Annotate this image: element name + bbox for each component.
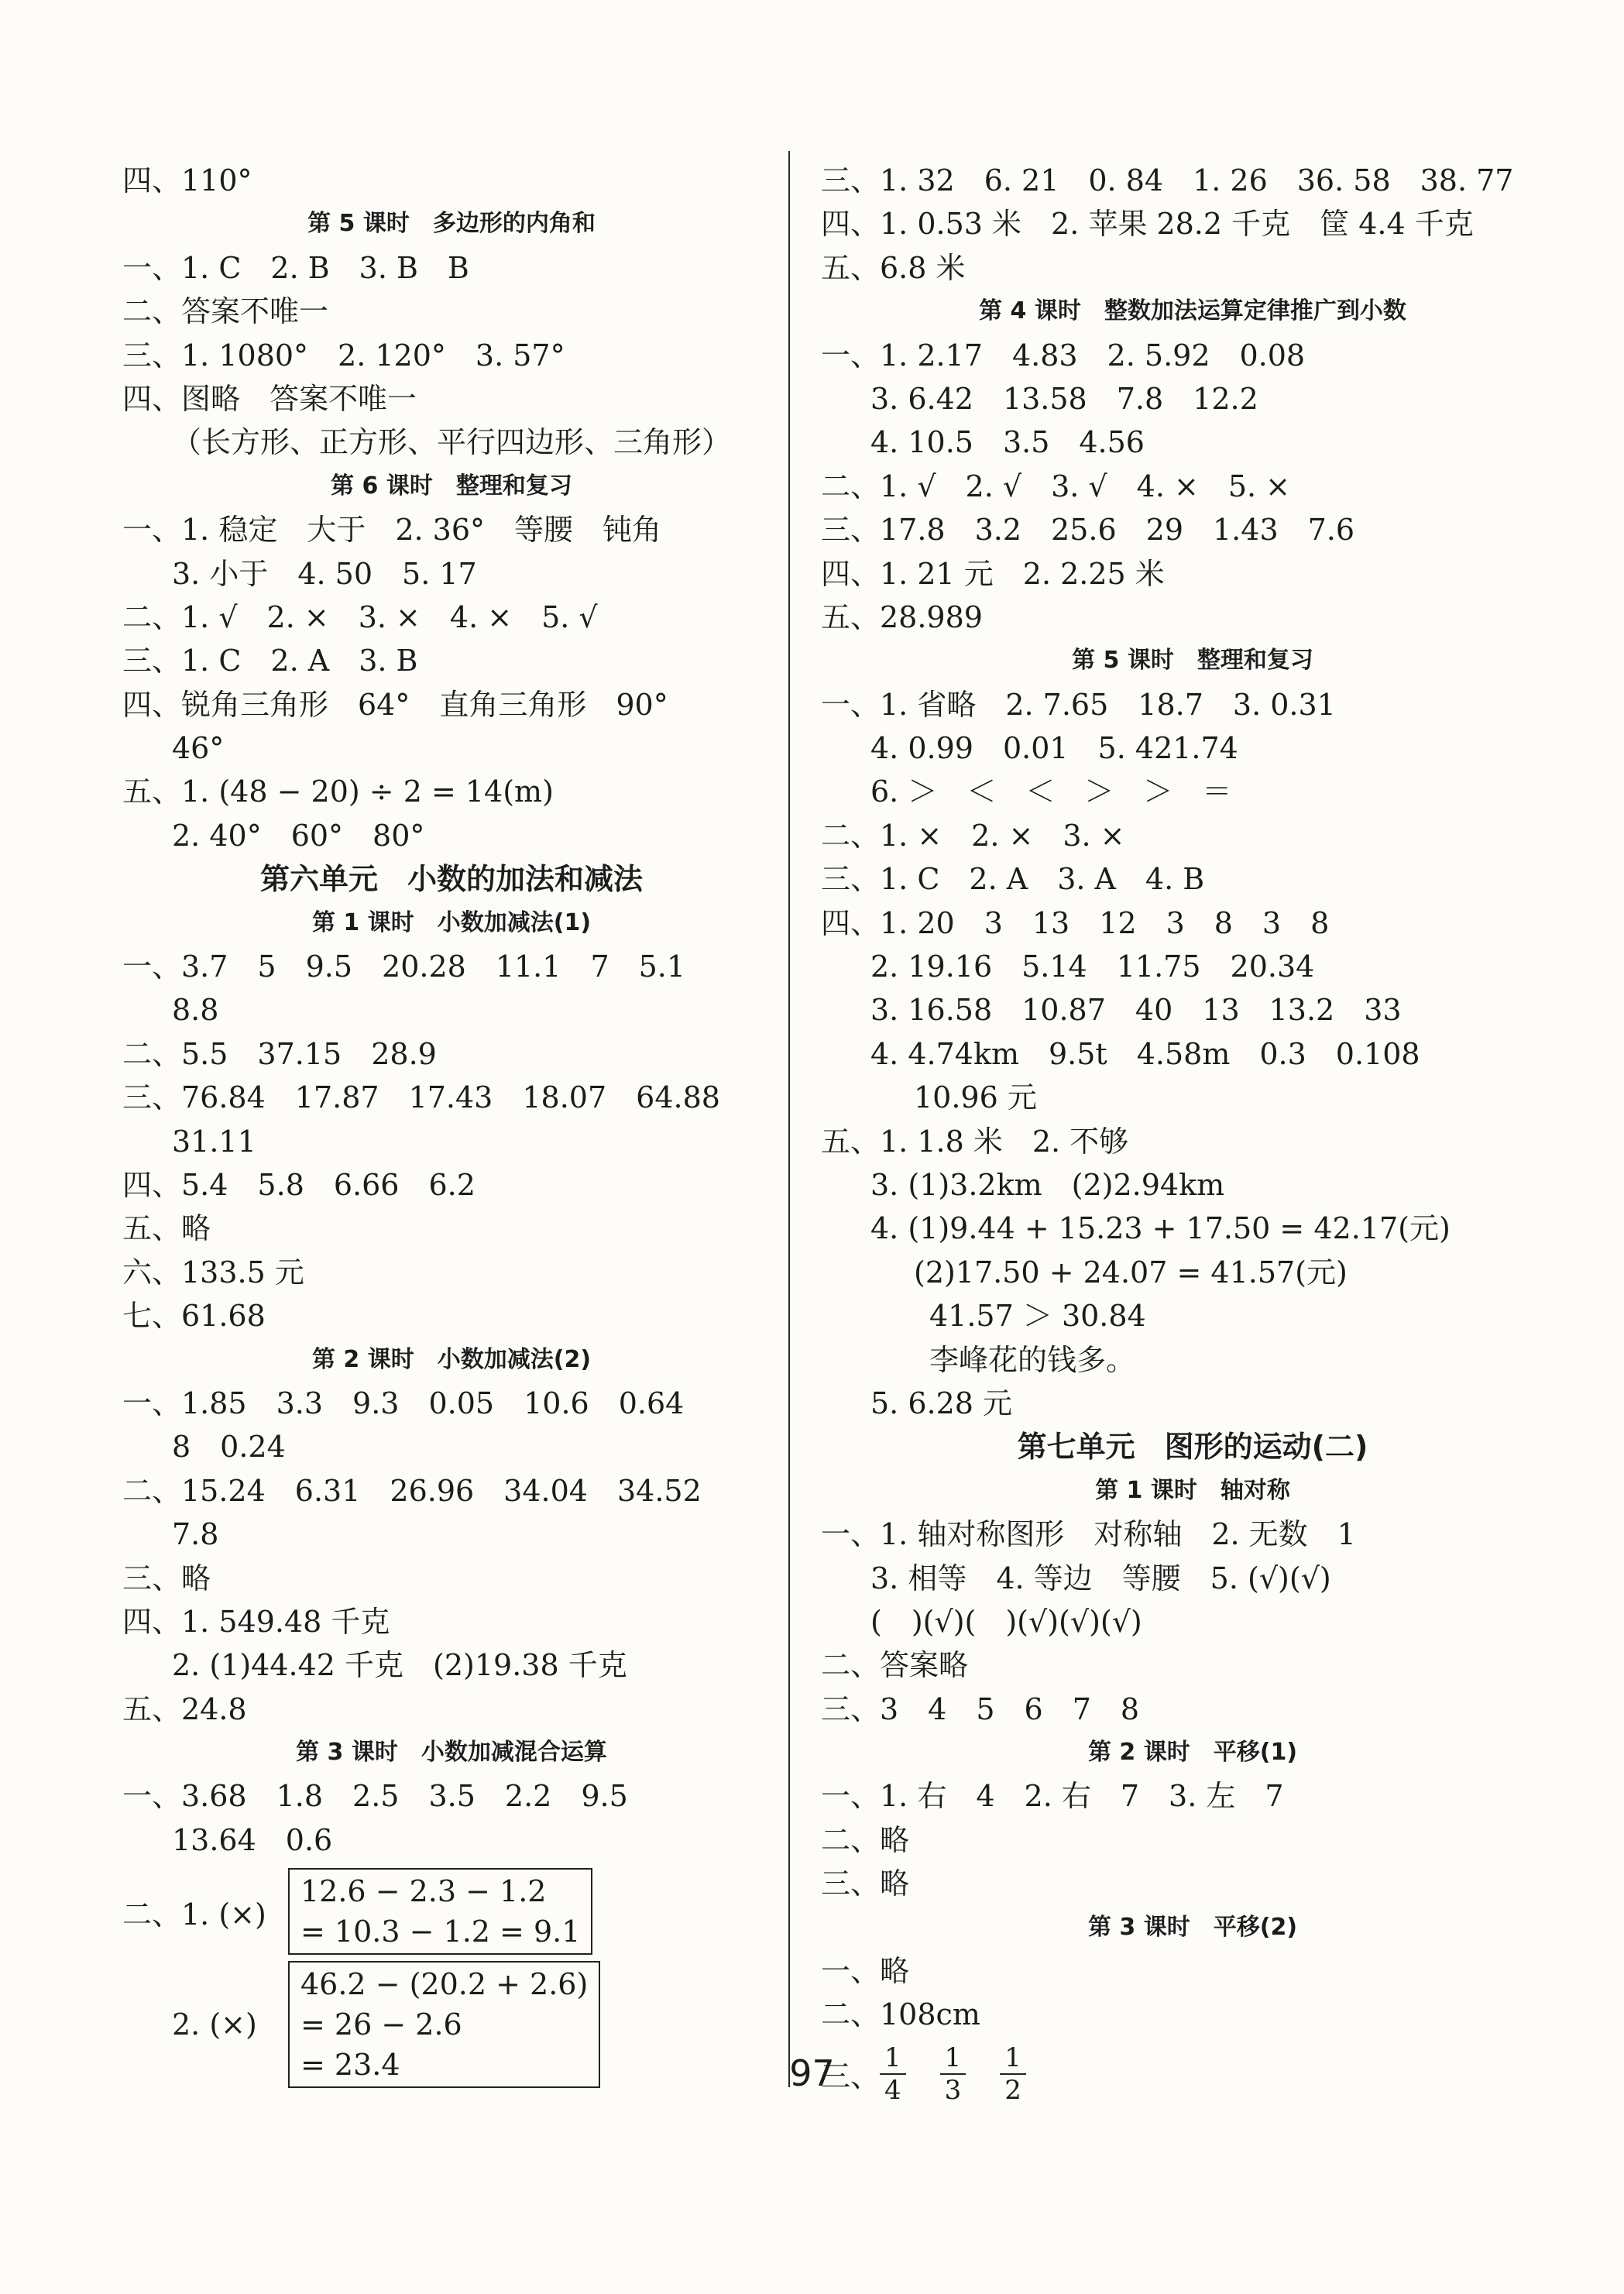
answer-line: 一、1.85 3.3 9.3 0.05 10.6 0.64	[122, 1386, 685, 1420]
correction-box	[288, 1868, 592, 1955]
answer-line: 三、3 4 5 6 7 8	[821, 1691, 1140, 1726]
lesson-title: 第 1 课时 轴对称	[1095, 1476, 1290, 1504]
answer-line: (2)17.50 + 24.07 = 41.57(元)	[914, 1255, 1348, 1290]
answer-line: 8.8	[172, 993, 219, 1028]
fraction-numerator: 1	[880, 2042, 906, 2075]
answer-line: 二、1. √ 2. × 3. × 4. × 5. √	[122, 599, 598, 634]
answer-line: 七、61.68	[122, 1299, 266, 1334]
answer-label: 三、	[821, 2059, 881, 2094]
answer-line: 三、1. C 2. A 3. A 4. B	[821, 862, 1205, 897]
answer-line: 一、1. 2.17 4.83 2. 5.92 0.08	[821, 338, 1306, 373]
answer-line: 四、图略 答案不唯一	[122, 381, 417, 416]
fraction-denominator: 4	[884, 2074, 901, 2106]
answer-line: 6. ＞ ＜ ＜ ＞ ＞ ＝	[870, 774, 1232, 809]
unit-title: 第六单元 小数的加法和减法	[259, 862, 643, 897]
lesson-title: 第 1 课时 小数加减法(1)	[311, 908, 592, 936]
answer-line: 3. 16.58 10.87 40 13 13.2 33	[870, 993, 1402, 1028]
lesson-title: 第 2 课时 小数加减法(2)	[311, 1345, 592, 1373]
fraction-denominator: 3	[944, 2074, 962, 2106]
answer-line: 2. 40° 60° 80°	[172, 818, 425, 853]
answer-line: 3. (1)3.2km (2)2.94km	[870, 1167, 1225, 1202]
right-column	[821, 159, 1564, 2111]
answer-line: （长方形、正方形、平行四边形、三角形）	[172, 425, 732, 460]
fraction-numerator: 1	[940, 2042, 967, 2075]
answer-line: 7.8	[172, 1517, 219, 1552]
unit-title: 第七单元 图形的运动(二)	[1017, 1430, 1368, 1465]
lesson-title: 第 6 课时 整理和复习	[331, 472, 572, 500]
answer-line: 五、6.8 米	[821, 250, 966, 285]
answer-line: 3. 小于 4. 50 5. 17	[172, 556, 477, 591]
correction-row	[122, 1868, 781, 1955]
left-column	[122, 159, 781, 2094]
answer-line: 五、1. 1.8 米 2. 不够	[821, 1124, 1129, 1159]
answer-line: 二、15.24 6.31 26.96 34.04 34.52	[122, 1473, 702, 1508]
answer-line: 三、1. 1080° 2. 120° 3. 57°	[122, 338, 565, 373]
answer-line: 三、17.8 3.2 25.6 29 1.43 7.6	[821, 513, 1355, 548]
answer-line: 一、1. 轴对称图形 对称轴 2. 无数 1	[821, 1517, 1356, 1552]
answer-line: 4. (1)9.44 + 15.23 + 17.50 = 42.17(元)	[870, 1211, 1451, 1246]
answer-line: 3. 相等 4. 等边 等腰 5. (√)(√)	[870, 1561, 1331, 1595]
answer-line: 13.64 0.6	[172, 1822, 333, 1857]
answer-line: 二、1. × 2. × 3. ×	[821, 818, 1125, 853]
answer-line: 4. 0.99 0.01 5. 421.74	[870, 731, 1238, 766]
page-number: 97	[789, 2052, 835, 2094]
column-divider	[788, 151, 790, 2087]
answer-line: 10.96 元	[914, 1080, 1037, 1115]
lesson-title: 第 5 课时 整理和复习	[1072, 647, 1313, 675]
answer-line: 一、略	[821, 1954, 910, 1989]
answer-line: 一、1. 稳定 大于 2. 36° 等腰 钝角	[122, 513, 662, 548]
lesson-title: 第 2 课时 平移(1)	[1087, 1739, 1298, 1767]
correction-line: 46.2 − (20.2 + 2.6)	[300, 1967, 589, 2002]
answer-line: 三、76.84 17.87 17.43 18.07 64.88	[122, 1080, 720, 1115]
answer-line: 8 0.24	[172, 1430, 286, 1465]
answer-line: ( )(√)( )(√)(√)(√)	[870, 1604, 1142, 1639]
fraction-numerator: 1	[1000, 2042, 1026, 2075]
answer-line: 一、3.68 1.8 2.5 3.5 2.2 9.5	[122, 1779, 628, 1814]
answer-line: 5. 6.28 元	[870, 1386, 1013, 1420]
answer-line: 41.57 ＞ 30.84	[929, 1299, 1146, 1334]
answer-line: 二、108cm	[821, 1997, 980, 2032]
answer-line: 一、1. C 2. B 3. B B	[122, 250, 469, 285]
correction-line: 12.6 − 2.3 − 1.2	[300, 1874, 547, 1909]
lesson-title: 第 3 课时 平移(2)	[1087, 1913, 1298, 1941]
answer-line: 五、略	[122, 1211, 211, 1246]
answer-line: 2. (1)44.42 千克 (2)19.38 千克	[172, 1648, 627, 1683]
answer-line: 二、略	[821, 1822, 910, 1857]
answer-line: 三、1. C 2. A 3. B	[122, 644, 418, 678]
correction-line: = 23.4	[300, 2048, 400, 2083]
answer-line: 四、1. 0.53 米 2. 苹果 28.2 千克 筐 4.4 千克	[821, 207, 1474, 242]
correction-line: = 26 − 2.6	[300, 2007, 462, 2042]
answer-line: 4. 4.74km 9.5t 4.58m 0.3 0.108	[870, 1036, 1420, 1071]
answer-line: 三、略	[122, 1561, 211, 1595]
correction-label: 二、1. (×)	[122, 1897, 266, 1932]
answer-line: 六、133.5 元	[122, 1255, 304, 1290]
answer-line: 四、1. 21 元 2. 2.25 米	[821, 556, 1165, 591]
answer-line: 4. 10.5 3.5 4.56	[870, 425, 1145, 460]
answer-line: 二、5.5 37.15 28.9	[122, 1036, 437, 1071]
lesson-title: 第 5 课时 多边形的内角和	[307, 210, 596, 238]
answer-line: 3. 6.42 13.58 7.8 12.2	[870, 381, 1258, 416]
answer-line: 四、1. 549.48 千克	[122, 1604, 390, 1639]
answer-line: 四、110°	[122, 163, 252, 197]
answer-line: 五、24.8	[122, 1691, 247, 1726]
answer-line: 一、3.7 5 9.5 20.28 11.1 7 5.1	[122, 950, 686, 984]
fraction-denominator: 2	[1004, 2074, 1021, 2106]
correction-line: = 10.3 − 1.2 = 9.1	[300, 1915, 581, 1949]
answer-line: 三、1. 32 6. 21 0. 84 1. 26 36. 58 38. 77	[821, 163, 1514, 197]
answer-line: 三、略	[821, 1866, 910, 1901]
answer-line: 一、1. 右 4 2. 右 7 3. 左 7	[821, 1779, 1284, 1814]
answer-line: 二、1. √ 2. √ 3. √ 4. × 5. ×	[821, 469, 1290, 503]
lesson-title: 第 4 课时 整数加法运算定律推广到小数	[979, 297, 1406, 325]
lesson-title: 第 3 课时 小数加减混合运算	[296, 1739, 607, 1767]
correction-label: 2. (×)	[172, 2007, 257, 2042]
answer-line: 五、1. (48 − 20) ÷ 2 = 14(m)	[122, 774, 554, 809]
answer-line: 46°	[172, 731, 225, 766]
answer-line: 一、1. 省略 2. 7.65 18.7 3. 0.31	[821, 687, 1336, 722]
answer-line: 四、1. 20 3 13 12 3 8 3 8	[821, 905, 1330, 940]
answer-line: 四、5.4 5.8 6.66 6.2	[122, 1167, 476, 1202]
answer-line: 二、答案略	[821, 1648, 969, 1683]
answer-line: 五、28.989	[821, 599, 983, 634]
answer-line: 四、锐角三角形 64° 直角三角形 90°	[122, 687, 668, 722]
answer-line: 李峰花的钱多。	[929, 1342, 1136, 1377]
answer-line: 31.11	[172, 1124, 256, 1159]
answer-line: 二、答案不唯一	[122, 294, 329, 329]
answer-line: 2. 19.16 5.14 11.75 20.34	[870, 950, 1315, 984]
